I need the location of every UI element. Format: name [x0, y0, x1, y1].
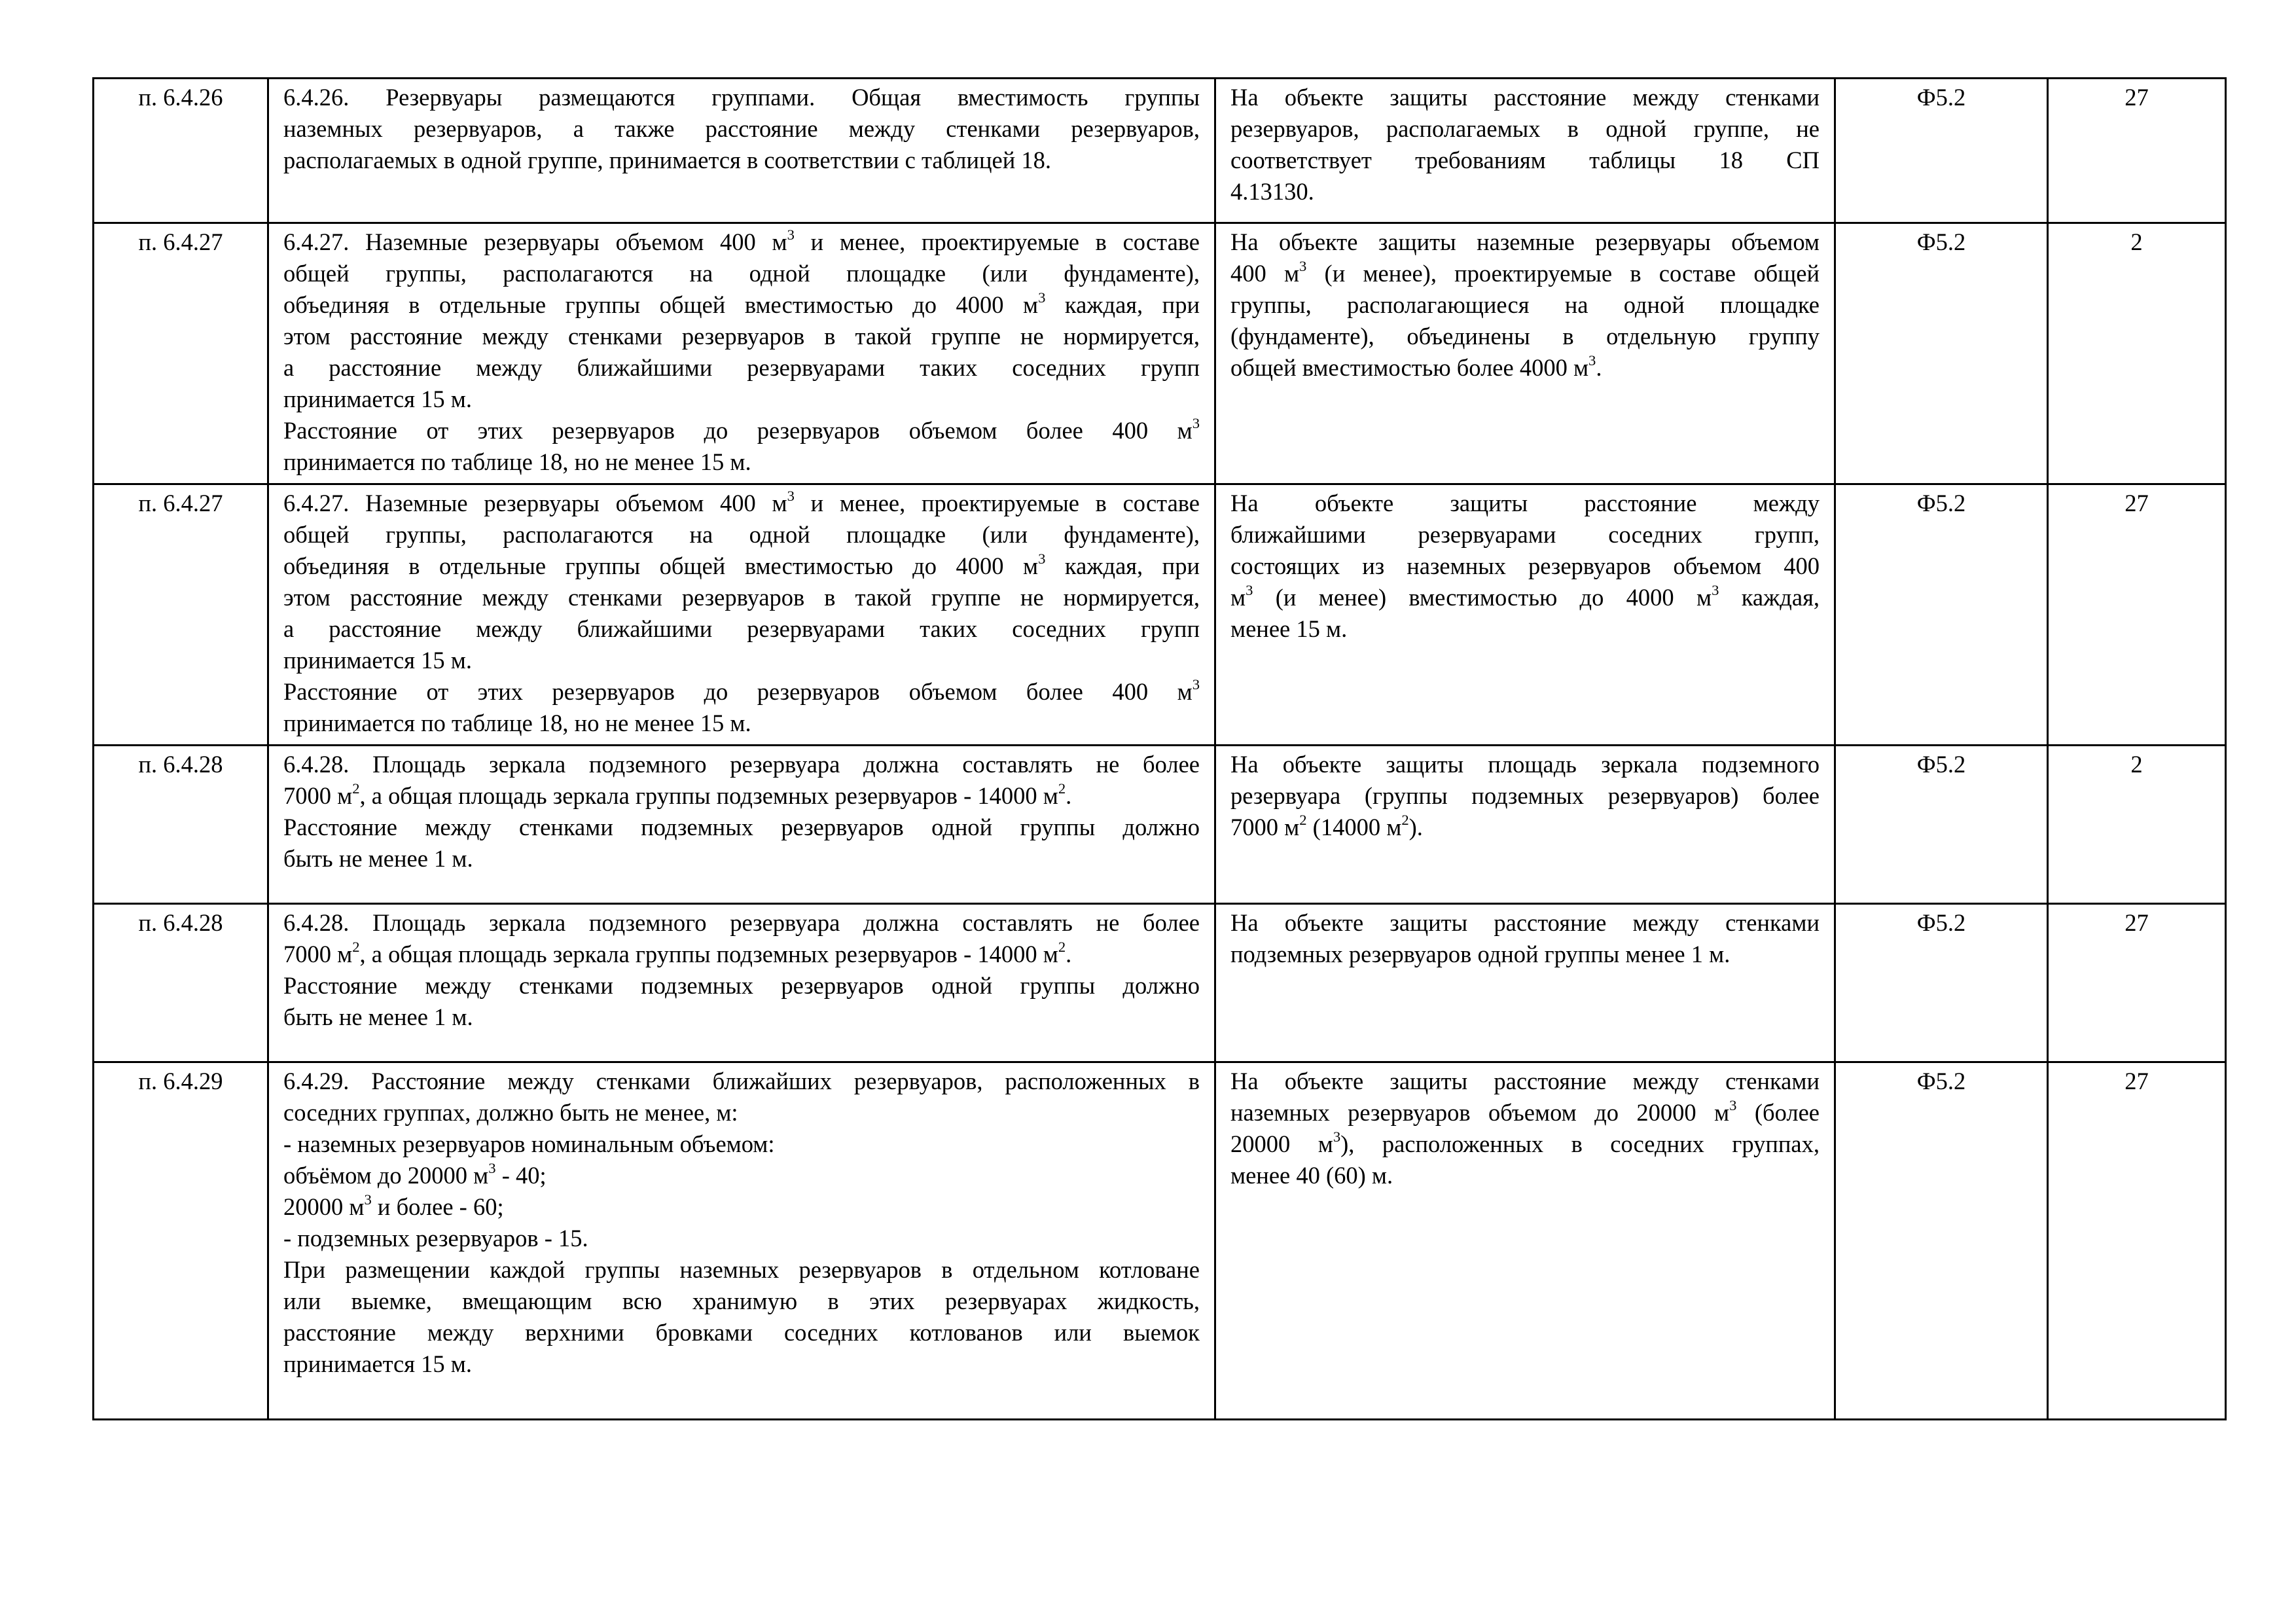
item-number: 27: [2125, 909, 2149, 936]
text-fragment: 6.4.27. Наземные резервуары объемом 400 м: [283, 228, 787, 255]
requirement-line: [283, 1066, 1200, 1097]
requirement-line: [283, 415, 1200, 446]
item-number: 2: [2130, 228, 2143, 255]
unit-exponent: 2: [1401, 812, 1409, 829]
text-fragment: объединяя в отдельные группы общей вместимостью до 4000 м: [283, 552, 1039, 579]
text-fragment: менее 40 (60) м.: [1230, 1162, 1393, 1189]
text-fragment: На объекте защиты расстояние между стенками: [1230, 1068, 1820, 1094]
text-fragment: каждая, при: [1045, 552, 1200, 579]
unit-exponent: 3: [1333, 1128, 1341, 1146]
requirement-line: [283, 907, 1200, 939]
text-fragment: 7000 м: [283, 941, 353, 967]
text-fragment: , а общая площадь зеркала группы подземных резервуаров - 14000 м: [359, 941, 1058, 967]
unit-exponent: 3: [787, 488, 795, 505]
text-fragment: принимается по таблице 18, но не менее 15 м.: [283, 448, 751, 475]
finding-line: [1230, 82, 1820, 113]
finding-line: [1230, 226, 1820, 258]
count-cell: [2048, 223, 2226, 484]
requirement-text-cell: [268, 904, 1215, 1062]
unit-exponent: 3: [364, 1191, 372, 1208]
norm-reference: п. 6.4.27: [138, 490, 223, 516]
text-fragment: состоящих из наземных резервуаров объемом 400: [1230, 552, 1820, 579]
requirement-line: [283, 613, 1200, 645]
norm-reference-cell: [94, 79, 268, 223]
finding-text-cell: [1215, 904, 1835, 1062]
text-fragment: соседних группах, должно быть не менее, м:: [283, 1099, 738, 1126]
text-fragment: общей группы, располагаются на одной площадке (или фундаменте),: [283, 521, 1200, 548]
text-fragment: резервуара (группы подземных резервуаров) более: [1230, 782, 1820, 809]
unit-exponent: 2: [352, 939, 360, 956]
requirement-line: [283, 1286, 1200, 1317]
norm-reference: п. 6.4.27: [138, 228, 223, 255]
finding-text-cell: [1215, 223, 1835, 484]
requirement-line: [283, 582, 1200, 613]
text-fragment: каждая,: [1719, 584, 1820, 611]
text-fragment: 7000 м: [283, 782, 353, 809]
text-fragment: ближайшими резервуарами соседних групп,: [1230, 521, 1820, 548]
text-fragment: расстояние между верхними бровками соседних котлованов или выемок: [283, 1319, 1200, 1346]
text-fragment: 6.4.29. Расстояние между стенками ближайших резервуаров, расположенных в: [283, 1068, 1200, 1094]
text-fragment: а расстояние между ближайшими резервуарами таких соседних групп: [283, 354, 1200, 381]
unit-exponent: 3: [1588, 352, 1596, 369]
unit-exponent: 2: [1299, 812, 1307, 829]
norm-reference-cell: [94, 223, 268, 484]
finding-line: [1230, 258, 1820, 289]
norm-reference: п. 6.4.29: [138, 1068, 223, 1094]
text-fragment: 6.4.28. Площадь зеркала подземного резервуара должна составлять не более: [283, 751, 1200, 778]
requirement-line: [283, 939, 1200, 970]
text-fragment: - наземных резервуаров номинальным объемом:: [283, 1130, 775, 1157]
class-cell: [1835, 746, 2048, 904]
finding-line: [1230, 1128, 1820, 1160]
text-fragment: 20000 м: [283, 1193, 365, 1220]
requirement-line: [283, 145, 1200, 176]
finding-line: [1230, 145, 1820, 176]
text-fragment: наземных резервуаров, а также расстояние между стенками резервуаров,: [283, 115, 1200, 142]
requirement-line: [283, 1348, 1200, 1380]
requirement-text-cell: [268, 223, 1215, 484]
table-row: [94, 484, 2226, 746]
text-fragment: подземных резервуаров одной группы менее 1 м.: [1230, 941, 1731, 967]
unit-exponent: 3: [1038, 289, 1046, 306]
text-fragment: быть не менее 1 м.: [283, 845, 473, 872]
finding-line: [1230, 352, 1820, 384]
finding-line: [1230, 812, 1820, 843]
text-fragment: м: [1230, 584, 1246, 611]
text-fragment: этом расстояние между стенками резервуаров в такой группе не нормируется,: [283, 323, 1200, 350]
text-fragment: 6.4.27. Наземные резервуары объемом 400 м: [283, 490, 787, 516]
finding-line: [1230, 780, 1820, 812]
unit-exponent: 3: [1038, 550, 1046, 568]
finding-line: [1230, 749, 1820, 780]
item-number: 27: [2125, 84, 2149, 111]
table-row: [94, 79, 2226, 223]
text-fragment: 6.4.28. Площадь зеркала подземного резервуара должна составлять не более: [283, 909, 1200, 936]
unit-exponent: 3: [488, 1160, 496, 1177]
requirement-line: [283, 1001, 1200, 1033]
finding-text-cell: [1215, 484, 1835, 746]
unit-exponent: 2: [352, 780, 360, 797]
finding-line: [1230, 939, 1820, 970]
norm-reference-cell: [94, 904, 268, 1062]
finding-line: [1230, 907, 1820, 939]
requirement-line: [283, 289, 1200, 321]
text-fragment: (и менее), проектируемые в составе общей: [1306, 260, 1820, 287]
class-cell: [1835, 1062, 2048, 1420]
requirement-line: [283, 1160, 1200, 1191]
class-cell: [1835, 484, 2048, 746]
requirement-line: [283, 708, 1200, 739]
norm-reference-cell: [94, 1062, 268, 1420]
text-fragment: 7000 м: [1230, 814, 1300, 840]
finding-line: [1230, 1160, 1820, 1191]
requirement-line: [283, 1223, 1200, 1254]
finding-line: [1230, 1066, 1820, 1097]
finding-line: [1230, 550, 1820, 582]
text-fragment: (14000 м: [1306, 814, 1402, 840]
text-fragment: общей вместимостью более 4000 м: [1230, 354, 1589, 381]
requirement-line: [283, 1128, 1200, 1160]
requirement-line: [283, 113, 1200, 145]
requirement-line: [283, 645, 1200, 676]
text-fragment: - 40;: [495, 1162, 547, 1189]
text-fragment: (фундаменте), объединены в отдельную группу: [1230, 323, 1820, 350]
text-fragment: , а общая площадь зеркала группы подземных резервуаров - 14000 м: [359, 782, 1058, 809]
count-cell: [2048, 484, 2226, 746]
text-fragment: При размещении каждой группы наземных резервуаров в отдельном котловане: [283, 1256, 1200, 1283]
functional-class: Ф5.2: [1916, 490, 1966, 516]
text-fragment: Расстояние от этих резервуаров до резервуаров объемом более 400 м: [283, 417, 1193, 444]
text-fragment: группы, располагающиеся на одной площадке: [1230, 291, 1820, 318]
text-fragment: ), расположенных в соседних группах,: [1340, 1130, 1820, 1157]
text-fragment: Расстояние между стенками подземных резервуаров одной группы должно: [283, 814, 1200, 840]
requirement-line: [283, 1317, 1200, 1348]
table-row: [94, 1062, 2226, 1420]
text-fragment: На объекте защиты расстояние между стенками: [1230, 909, 1820, 936]
requirements-table-body: [94, 79, 2226, 1420]
requirement-text-cell: [268, 79, 1215, 223]
requirement-line: [283, 384, 1200, 415]
text-fragment: каждая, при: [1045, 291, 1200, 318]
text-fragment: и более - 60;: [371, 1193, 504, 1220]
finding-line: [1230, 176, 1820, 208]
unit-exponent: 3: [787, 226, 795, 244]
requirement-line: [283, 843, 1200, 875]
text-fragment: (более: [1736, 1099, 1820, 1126]
finding-text-cell: [1215, 79, 1835, 223]
requirement-line: [283, 970, 1200, 1001]
text-fragment: а расстояние между ближайшими резервуарами таких соседних групп: [283, 615, 1200, 642]
text-fragment: этом расстояние между стенками резервуаров в такой группе не нормируется,: [283, 584, 1200, 611]
unit-exponent: 3: [1712, 582, 1719, 599]
finding-line: [1230, 613, 1820, 645]
text-fragment: - подземных резервуаров - 15.: [283, 1225, 588, 1252]
requirement-line: [283, 676, 1200, 708]
table-row: [94, 904, 2226, 1062]
unit-exponent: 3: [1192, 415, 1200, 432]
norm-reference-cell: [94, 746, 268, 904]
count-cell: [2048, 746, 2226, 904]
functional-class: Ф5.2: [1916, 228, 1966, 255]
requirement-line: [283, 1097, 1200, 1128]
text-fragment: .: [1596, 354, 1602, 381]
unit-exponent: 2: [1058, 939, 1066, 956]
text-fragment: располагаемых в одной группе, принимается в соответствии с таблицей 18.: [283, 147, 1052, 173]
requirement-line: [283, 82, 1200, 113]
unit-exponent: 3: [1192, 676, 1200, 693]
requirement-line: [283, 812, 1200, 843]
text-fragment: 400 м: [1230, 260, 1300, 287]
unit-exponent: 3: [1729, 1097, 1737, 1114]
item-number: 27: [2125, 490, 2149, 516]
text-fragment: На объекте защиты площадь зеркала подземного: [1230, 751, 1820, 778]
requirements-table: [92, 77, 2227, 1420]
finding-line: [1230, 519, 1820, 550]
text-fragment: объёмом до 20000 м: [283, 1162, 489, 1189]
finding-line: [1230, 1097, 1820, 1128]
finding-line: [1230, 488, 1820, 519]
text-fragment: ).: [1408, 814, 1423, 840]
text-fragment: (и менее) вместимостью до 4000 м: [1253, 584, 1712, 611]
functional-class: Ф5.2: [1916, 751, 1966, 778]
text-fragment: На объекте защиты наземные резервуары объемом: [1230, 228, 1820, 255]
text-fragment: наземных резервуаров объемом до 20000 м: [1230, 1099, 1730, 1126]
finding-line: [1230, 321, 1820, 352]
text-fragment: принимается 15 м.: [283, 1350, 472, 1377]
text-fragment: принимается 15 м.: [283, 386, 472, 412]
text-fragment: объединяя в отдельные группы общей вместимостью до 4000 м: [283, 291, 1039, 318]
requirement-line: [283, 226, 1200, 258]
requirement-line: [283, 488, 1200, 519]
class-cell: [1835, 223, 2048, 484]
norm-reference-cell: [94, 484, 268, 746]
text-fragment: На объекте защиты расстояние между стенками: [1230, 84, 1820, 111]
norm-reference: п. 6.4.28: [138, 909, 223, 936]
functional-class: Ф5.2: [1916, 909, 1966, 936]
requirement-text-cell: [268, 484, 1215, 746]
requirement-line: [283, 1254, 1200, 1286]
text-fragment: и менее, проектируемые в составе: [794, 228, 1200, 255]
text-fragment: и менее, проектируемые в составе: [794, 490, 1200, 516]
text-fragment: .: [1066, 941, 1072, 967]
text-fragment: быть не менее 1 м.: [283, 1003, 473, 1030]
text-fragment: принимается по таблице 18, но не менее 15 м.: [283, 710, 751, 736]
finding-text-cell: [1215, 1062, 1835, 1420]
text-fragment: 6.4.26. Резервуары размещаются группами. Общая вместимость группы: [283, 84, 1200, 111]
requirement-line: [283, 258, 1200, 289]
requirement-line: [283, 321, 1200, 352]
unit-exponent: 3: [1299, 258, 1307, 275]
unit-exponent: 3: [1246, 582, 1253, 599]
class-cell: [1835, 79, 2048, 223]
requirement-line: [283, 352, 1200, 384]
finding-line: [1230, 289, 1820, 321]
text-fragment: принимается 15 м.: [283, 647, 472, 674]
norm-reference: п. 6.4.28: [138, 751, 223, 778]
count-cell: [2048, 1062, 2226, 1420]
requirement-text-cell: [268, 1062, 1215, 1420]
table-row: [94, 746, 2226, 904]
text-fragment: соответствует требованиям таблицы 18 СП: [1230, 147, 1820, 173]
text-fragment: общей группы, располагаются на одной площадке (или фундаменте),: [283, 260, 1200, 287]
class-cell: [1835, 904, 2048, 1062]
text-fragment: На объекте защиты расстояние между: [1230, 490, 1820, 516]
requirement-text-cell: [268, 746, 1215, 904]
finding-text-cell: [1215, 746, 1835, 904]
requirement-line: [283, 780, 1200, 812]
requirement-line: [283, 550, 1200, 582]
count-cell: [2048, 79, 2226, 223]
text-fragment: или выемке, вмещающим всю хранимую в этих резервуарах жидкость,: [283, 1288, 1200, 1314]
requirement-line: [283, 749, 1200, 780]
text-fragment: .: [1066, 782, 1072, 809]
item-number: 27: [2125, 1068, 2149, 1094]
requirement-line: [283, 446, 1200, 478]
text-fragment: 20000 м: [1230, 1130, 1333, 1157]
unit-exponent: 2: [1058, 780, 1066, 797]
text-fragment: резервуаров, располагаемых в одной группе, не: [1230, 115, 1820, 142]
table-row: [94, 223, 2226, 484]
functional-class: Ф5.2: [1916, 84, 1966, 111]
text-fragment: менее 15 м.: [1230, 615, 1348, 642]
text-fragment: Расстояние между стенками подземных резервуаров одной группы должно: [283, 972, 1200, 999]
requirement-line: [283, 519, 1200, 550]
requirement-line: [283, 1191, 1200, 1223]
finding-line: [1230, 582, 1820, 613]
functional-class: Ф5.2: [1916, 1068, 1966, 1094]
finding-line: [1230, 113, 1820, 145]
text-fragment: Расстояние от этих резервуаров до резервуаров объемом более 400 м: [283, 678, 1193, 705]
count-cell: [2048, 904, 2226, 1062]
norm-reference: п. 6.4.26: [138, 84, 223, 111]
item-number: 2: [2130, 751, 2143, 778]
text-fragment: 4.13130.: [1230, 178, 1314, 205]
